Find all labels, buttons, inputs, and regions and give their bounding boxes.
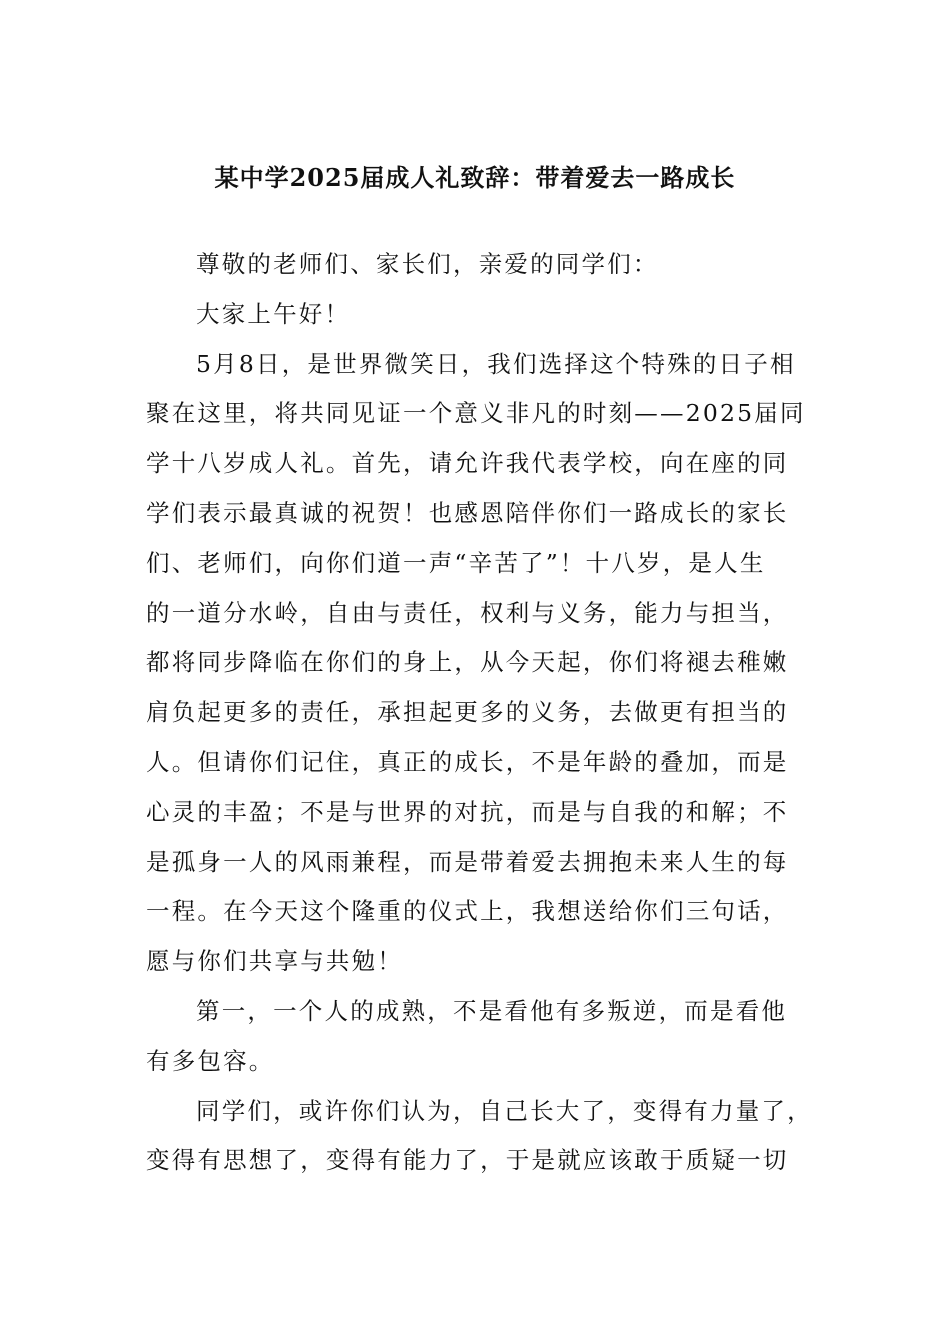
text-line: 人。但请你们记住，真正的成长，不是年龄的叠加，而是	[146, 747, 789, 776]
text-line: 5月8日，是世界微笑日，我们选择这个特殊的日子相	[196, 349, 796, 378]
salutation: 尊敬的老师们、家长们，亲爱的同学们：	[196, 250, 659, 278]
document-title: 某中学2025届成人礼致辞：带着爱去一路成长	[214, 163, 736, 192]
text-line: 聚在这里，将共同见证一个意义非凡的时刻——2025届同	[146, 399, 806, 428]
text-line: 愿与你们共享与共勉！	[146, 947, 403, 976]
text-line: 是孤身一人的风雨兼程，而是带着爱去拥抱未来人生的每	[146, 847, 789, 876]
text-line: 第一，一个人的成熟，不是看他有多叛逆，而是看他	[196, 996, 788, 1025]
text-line: 同学们，或许你们认为，自己长大了，变得有力量了，	[196, 1096, 813, 1125]
paragraph-1	[146, 340, 822, 987]
text-line: 有多包容。	[146, 1046, 275, 1075]
text-line: 一程。在今天这个隆重的仪式上，我想送给你们三句话，	[146, 897, 789, 926]
text-line: 变得有思想了，变得有能力了，于是就应该敢于质疑一切	[146, 1146, 789, 1175]
text-line: 学们表示最真诚的祝贺！也感恩陪伴你们一路成长的家长	[146, 498, 789, 527]
text-line: 心灵的丰盈；不是与世界的对抗，而是与自我的和解；不	[146, 797, 789, 826]
text-line: 们、老师们，向你们道一声“辛苦了”！十八岁，是人生	[146, 548, 766, 577]
paragraph-3	[146, 1087, 822, 1187]
greeting: 大家上午好！	[196, 299, 351, 328]
document-body	[146, 240, 822, 1186]
text-line: 肩负起更多的责任，承担起更多的义务，去做更有担当的	[146, 698, 789, 727]
text-line: 学十八岁成人礼。首先，请允许我代表学校，向在座的同	[146, 449, 789, 478]
paragraph-2	[146, 987, 822, 1087]
text-line: 的一道分水岭，自由与责任，权利与义务，能力与担当，	[146, 598, 789, 627]
text-line: 都将同步降临在你们的身上，从今天起，你们将褪去稚嫩	[146, 648, 789, 677]
